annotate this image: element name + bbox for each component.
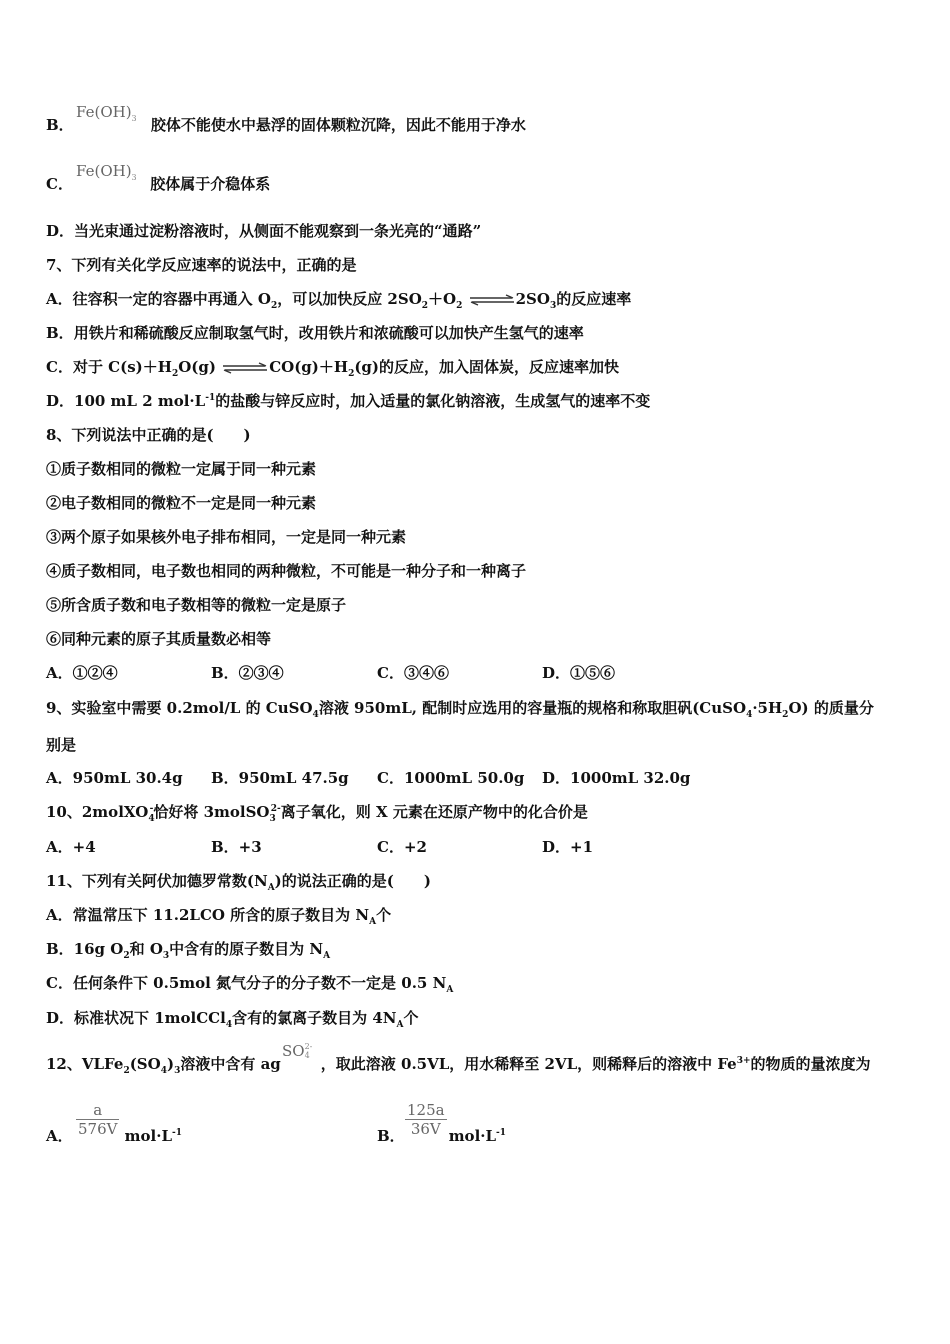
q12-option-b[interactable]: B． $mol\cdot L^{-1}$	[377, 1127, 507, 1145]
q8-option-d[interactable]: D．①⑤⑥	[542, 664, 616, 682]
option-text: 当光束通过淀粉溶液时，从侧面不能观察到一条光亮的“通路”	[74, 222, 482, 240]
q9-option-c[interactable]: C．1000mL 50.0g	[377, 769, 525, 787]
q8-item-4: ④质子数相同，电子数也相同的两种微粒，不可能是一种分子和一种离子	[46, 562, 527, 580]
q8-item-5: ⑤所含质子数和电子数相等的微粒一定是原子	[46, 596, 347, 614]
q8-item-2: ②电子数相同的微粒不一定是同一种元素	[46, 494, 317, 512]
q8-stem: 8、下列说法中正确的是( )	[46, 426, 251, 444]
q11-stem: 11、下列有关阿伏加德罗常数$(N_A)$的说法正确的是( )	[46, 872, 431, 893]
q10-option-c[interactable]: C．+2	[377, 838, 427, 856]
q8-item-3: ③两个原子如果核外电子排布相同，一定是同一种元素	[46, 528, 407, 546]
q11-option-b[interactable]: B．16g $O_2$和 $O_3$中含有的原子数目为 $N_A$	[46, 940, 331, 961]
fraction-b: $\frac{125a}{36V}$	[407, 1101, 445, 1138]
q10-stem: 10、2molXO$_4$-恰好将 3molSO$_3^{2-}$离子氧化，则 X 元素在还原产物中的化合价是	[46, 803, 588, 824]
q7-option-a[interactable]: A．往容积一定的容器中再通入 $O_2$，可以加快反应 $2SO_2+O_2$ $2SO_3$的反应速率	[46, 290, 632, 311]
q9-stem: 9、实验室中需要 0.2mol/L 的 CuSO$_4$溶液 950mL, 配制时应选用的容量瓶的规格和称取胆矾$(CuSO_4\cdot 5H_2O)$ 的质量分	[46, 699, 874, 720]
option-label: D．	[46, 222, 75, 240]
option-text: 胶体属于介稳体系	[150, 175, 271, 193]
q12-stem: 12、$VLFe_2(SO_4)_3$溶液中含有 ag ，取此溶液 0.5VL，用水稀释至 2VL，则稀释后的溶液中 $Fe^{3+}$的物质的量浓度为	[46, 1055, 871, 1076]
option-label: B．	[46, 116, 74, 134]
q10-option-b[interactable]: B．+3	[211, 838, 262, 856]
q11-option-a[interactable]: A．常温常压下 11.2LCO 所含的原子数目为 $N_A$个	[46, 906, 392, 927]
q12-option-a[interactable]: A． $mol\cdot L^{-1}$	[46, 1127, 182, 1145]
fe-oh3-formula: $Fe(OH)_3$	[76, 162, 137, 182]
q8-option-b[interactable]: B．②③④	[211, 664, 284, 682]
fe-oh3-formula: $Fe(OH)_3$	[76, 103, 137, 123]
q7-option-d[interactable]: D．100 mL 2 $mol\cdot L^{-1}$的盐酸与锌反应时，加入适量的氯化钠溶液，生成氢气的速率不变	[46, 392, 651, 410]
q8-option-c[interactable]: C．③④⑥	[377, 664, 449, 682]
q8-item-1: ①质子数相同的微粒一定属于同一种元素	[46, 460, 317, 478]
equilibrium-arrow-icon	[221, 362, 269, 374]
q11-option-d[interactable]: D．标准状况下 1molCCl$_4$含有的氯离子数目为 $4N_A$个	[46, 1009, 419, 1030]
q6-option-d[interactable]	[46, 221, 481, 241]
q8-item-6: ⑥同种元素的原子其质量数必相等	[46, 630, 272, 648]
option-label: C．	[46, 175, 73, 193]
q11-option-c[interactable]: C．任何条件下 0.5mol 氮气分子的分子数不一定是 0.5 $N_A$	[46, 974, 454, 995]
q7-option-c[interactable]: C．对于 $C(s)+H_2O(g)$ $CO(g)+H_2(g)$的反应，加入固体炭，反应速率加快	[46, 358, 620, 379]
equilibrium-arrow-icon	[468, 294, 516, 306]
q10-option-d[interactable]: D．+1	[542, 838, 594, 856]
q8-option-a[interactable]: A．①②④	[46, 664, 118, 682]
q9-option-d[interactable]: D．1000mL 32.0g	[542, 769, 691, 787]
sulfate-ion-formula: SO 2- 4	[282, 1042, 313, 1060]
fraction-a: $\frac{a}{576V}$	[78, 1101, 118, 1138]
q9-stem-continued: 别是	[46, 736, 77, 754]
q7-option-b[interactable]: B．用铁片和稀硫酸反应制取氢气时，改用铁片和浓硫酸可以加快产生氢气的速率	[46, 324, 584, 342]
q10-option-a[interactable]: A．+4	[46, 838, 96, 856]
option-text: 胶体不能使水中悬浮的固体颗粒沉降，因此不能用于净水	[150, 116, 526, 134]
q7-stem: 7、下列有关化学反应速率的说法中，正确的是	[46, 256, 357, 274]
q9-option-a[interactable]: A．950mL 30.4g	[46, 769, 183, 787]
q9-option-b[interactable]: B．950mL 47.5g	[211, 769, 349, 787]
